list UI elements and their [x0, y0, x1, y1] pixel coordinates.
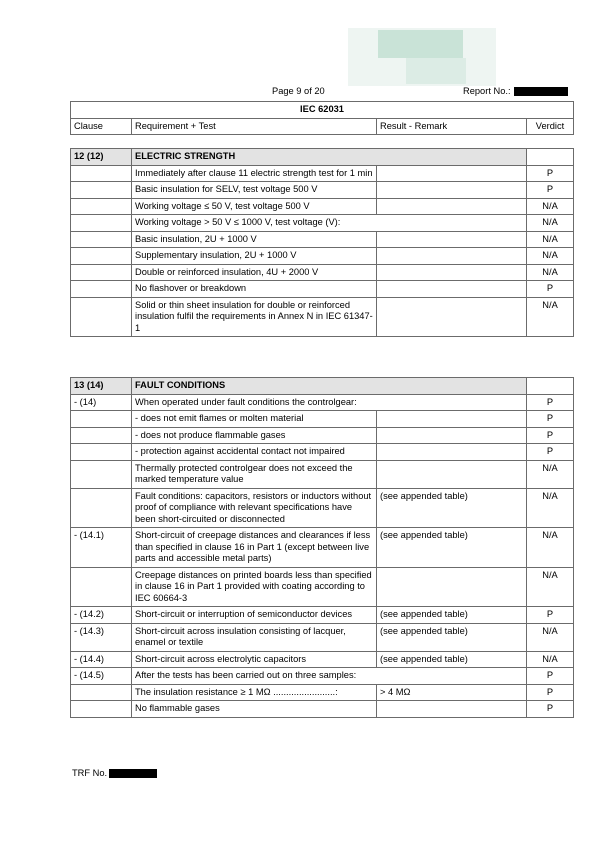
requirement-cell: The insulation resistance ≥ 1 MΩ ........................: — [132, 684, 377, 701]
section-clause: 12 (12) — [71, 149, 132, 166]
table-row — [71, 198, 574, 215]
clause-cell — [71, 165, 132, 182]
requirement-cell: Short-circuit or interruption of semiconductor devices — [132, 607, 377, 624]
verdict-cell: N/A — [527, 528, 574, 568]
clause-cell — [71, 264, 132, 281]
requirement-cell: Working voltage ≤ 50 V, test voltage 500 V — [132, 198, 377, 215]
table-row — [71, 297, 574, 337]
table-row — [71, 488, 574, 528]
requirement-cell: No flammable gases — [132, 701, 377, 718]
clause-cell: - (14.5) — [71, 668, 132, 685]
clause-cell — [71, 427, 132, 444]
table-row — [71, 165, 574, 182]
result-cell — [377, 182, 527, 199]
table-row — [71, 701, 574, 718]
requirement-cell: Supplementary insulation, 2U + 1000 V — [132, 248, 377, 265]
result-cell — [377, 444, 527, 461]
result-cell: (see appended table) — [377, 651, 527, 668]
table-row — [71, 623, 574, 651]
requirement-cell: Basic insulation for SELV, test voltage 500 V — [132, 182, 377, 199]
requirement-cell: - protection against accidental contact not impaired — [132, 444, 377, 461]
table-row — [71, 528, 574, 568]
result-cell — [377, 281, 527, 298]
clause-cell — [71, 198, 132, 215]
verdict-cell: N/A — [527, 651, 574, 668]
result-cell — [377, 411, 527, 428]
section-verdict — [527, 378, 574, 395]
verdict-cell: P — [527, 394, 574, 411]
requirement-cell: Creepage distances on printed boards less than specified in clause 16 in Part 1 provided with coating according to IEC 60664-3 — [132, 567, 377, 607]
verdict-cell: N/A — [527, 248, 574, 265]
verdict-cell: P — [527, 701, 574, 718]
verdict-cell: N/A — [527, 623, 574, 651]
result-cell — [377, 701, 527, 718]
verdict-cell: P — [527, 165, 574, 182]
requirement-cell: Fault conditions: capacitors, resistors or inductors without proof of compliance with relevant specifications have been short-circuited or disconnected — [132, 488, 377, 528]
verdict-cell: P — [527, 684, 574, 701]
clause-cell: - (14.1) — [71, 528, 132, 568]
requirement-cell: When operated under fault conditions the controlgear: — [132, 394, 527, 411]
table-row — [71, 248, 574, 265]
report-number-label: Report No.: — [463, 86, 511, 96]
requirement-cell: Basic insulation, 2U + 1000 V — [132, 231, 377, 248]
table-row — [71, 215, 574, 232]
requirement-cell: Working voltage > 50 V ≤ 1000 V, test voltage (V): — [132, 215, 527, 232]
clause-cell — [71, 182, 132, 199]
clause-cell: - (14) — [71, 394, 132, 411]
result-cell — [377, 198, 527, 215]
redaction-box — [109, 769, 157, 778]
result-cell — [377, 567, 527, 607]
result-cell: (see appended table) — [377, 488, 527, 528]
requirement-cell: - does not emit flames or molten material — [132, 411, 377, 428]
clause-cell — [71, 281, 132, 298]
result-cell — [377, 248, 527, 265]
table-row — [71, 651, 574, 668]
section-clause: 13 (14) — [71, 378, 132, 395]
verdict-cell: P — [527, 427, 574, 444]
trf-label: TRF No. — [72, 768, 108, 778]
requirement-cell: - does not produce flammable gases — [132, 427, 377, 444]
table-row — [71, 411, 574, 428]
report-number — [463, 86, 568, 96]
result-cell — [377, 297, 527, 337]
requirement-cell: Solid or thin sheet insulation for double or reinforced insulation fulfil the requirements in Annex N in IEC 61347-1 — [132, 297, 377, 337]
table-row — [71, 460, 574, 488]
verdict-cell: N/A — [527, 567, 574, 607]
result-cell: (see appended table) — [377, 623, 527, 651]
verdict-cell: N/A — [527, 460, 574, 488]
table-row — [71, 607, 574, 624]
section-electric-strength-table — [70, 148, 574, 337]
page-number: Page 9 of 20 — [272, 86, 325, 96]
table-row — [71, 684, 574, 701]
verdict-cell: N/A — [527, 231, 574, 248]
clause-cell: - (14.4) — [71, 651, 132, 668]
result-cell — [377, 165, 527, 182]
verdict-cell: N/A — [527, 198, 574, 215]
table-row — [71, 668, 574, 685]
clause-cell — [71, 215, 132, 232]
requirement-cell: Immediately after clause 11 electric strength test for 1 min — [132, 165, 377, 182]
requirement-cell: Short-circuit across insulation consisting of lacquer, enamel or textile — [132, 623, 377, 651]
verdict-cell: P — [527, 444, 574, 461]
table-row — [71, 394, 574, 411]
result-cell — [377, 231, 527, 248]
page-header — [70, 86, 574, 98]
clause-cell — [71, 444, 132, 461]
section-verdict — [527, 149, 574, 166]
table-row — [71, 281, 574, 298]
section-title: FAULT CONDITIONS — [132, 378, 527, 395]
requirement-cell: No flashover or breakdown — [132, 281, 377, 298]
table-row — [71, 264, 574, 281]
clause-cell — [71, 411, 132, 428]
clause-cell — [71, 248, 132, 265]
clause-cell — [71, 460, 132, 488]
requirement-cell: Thermally protected controlgear does not exceed the marked temperature value — [132, 460, 377, 488]
verdict-cell: P — [527, 281, 574, 298]
verdict-cell: N/A — [527, 215, 574, 232]
clause-cell: - (14.2) — [71, 607, 132, 624]
column-header-clause: Clause — [71, 118, 132, 135]
verdict-cell: P — [527, 182, 574, 199]
table-row — [71, 567, 574, 607]
clause-cell — [71, 297, 132, 337]
result-cell: > 4 MΩ — [377, 684, 527, 701]
requirement-cell: Short-circuit across electrolytic capacitors — [132, 651, 377, 668]
result-cell: (see appended table) — [377, 528, 527, 568]
result-cell — [377, 264, 527, 281]
watermark-logo — [348, 28, 496, 86]
verdict-cell: P — [527, 607, 574, 624]
verdict-cell: N/A — [527, 488, 574, 528]
clause-cell — [71, 488, 132, 528]
column-header-verdict: Verdict — [527, 118, 574, 135]
clause-cell — [71, 567, 132, 607]
column-header-requirement: Requirement + Test — [132, 118, 377, 135]
header-table — [70, 101, 574, 135]
table-row — [71, 231, 574, 248]
clause-cell — [71, 701, 132, 718]
standard-title: IEC 62031 — [71, 102, 574, 119]
footer — [72, 768, 157, 778]
result-cell: (see appended table) — [377, 607, 527, 624]
clause-cell — [71, 231, 132, 248]
clause-cell — [71, 684, 132, 701]
table-row — [71, 444, 574, 461]
clause-cell: - (14.3) — [71, 623, 132, 651]
redaction-box — [514, 87, 568, 96]
table-row — [71, 182, 574, 199]
result-cell — [377, 460, 527, 488]
verdict-cell: P — [527, 411, 574, 428]
verdict-cell: P — [527, 668, 574, 685]
result-cell — [377, 427, 527, 444]
table-row — [71, 427, 574, 444]
section-fault-conditions-table — [70, 377, 574, 718]
column-header-result: Result - Remark — [377, 118, 527, 135]
requirement-cell: Short-circuit of creepage distances and clearances if less than specified in clause 16 in Part 1 (except between live parts and accessible metal parts) — [132, 528, 377, 568]
section-title: ELECTRIC STRENGTH — [132, 149, 527, 166]
verdict-cell: N/A — [527, 297, 574, 337]
verdict-cell: N/A — [527, 264, 574, 281]
requirement-cell: After the tests has been carried out on three samples: — [132, 668, 527, 685]
requirement-cell: Double or reinforced insulation, 4U + 2000 V — [132, 264, 377, 281]
